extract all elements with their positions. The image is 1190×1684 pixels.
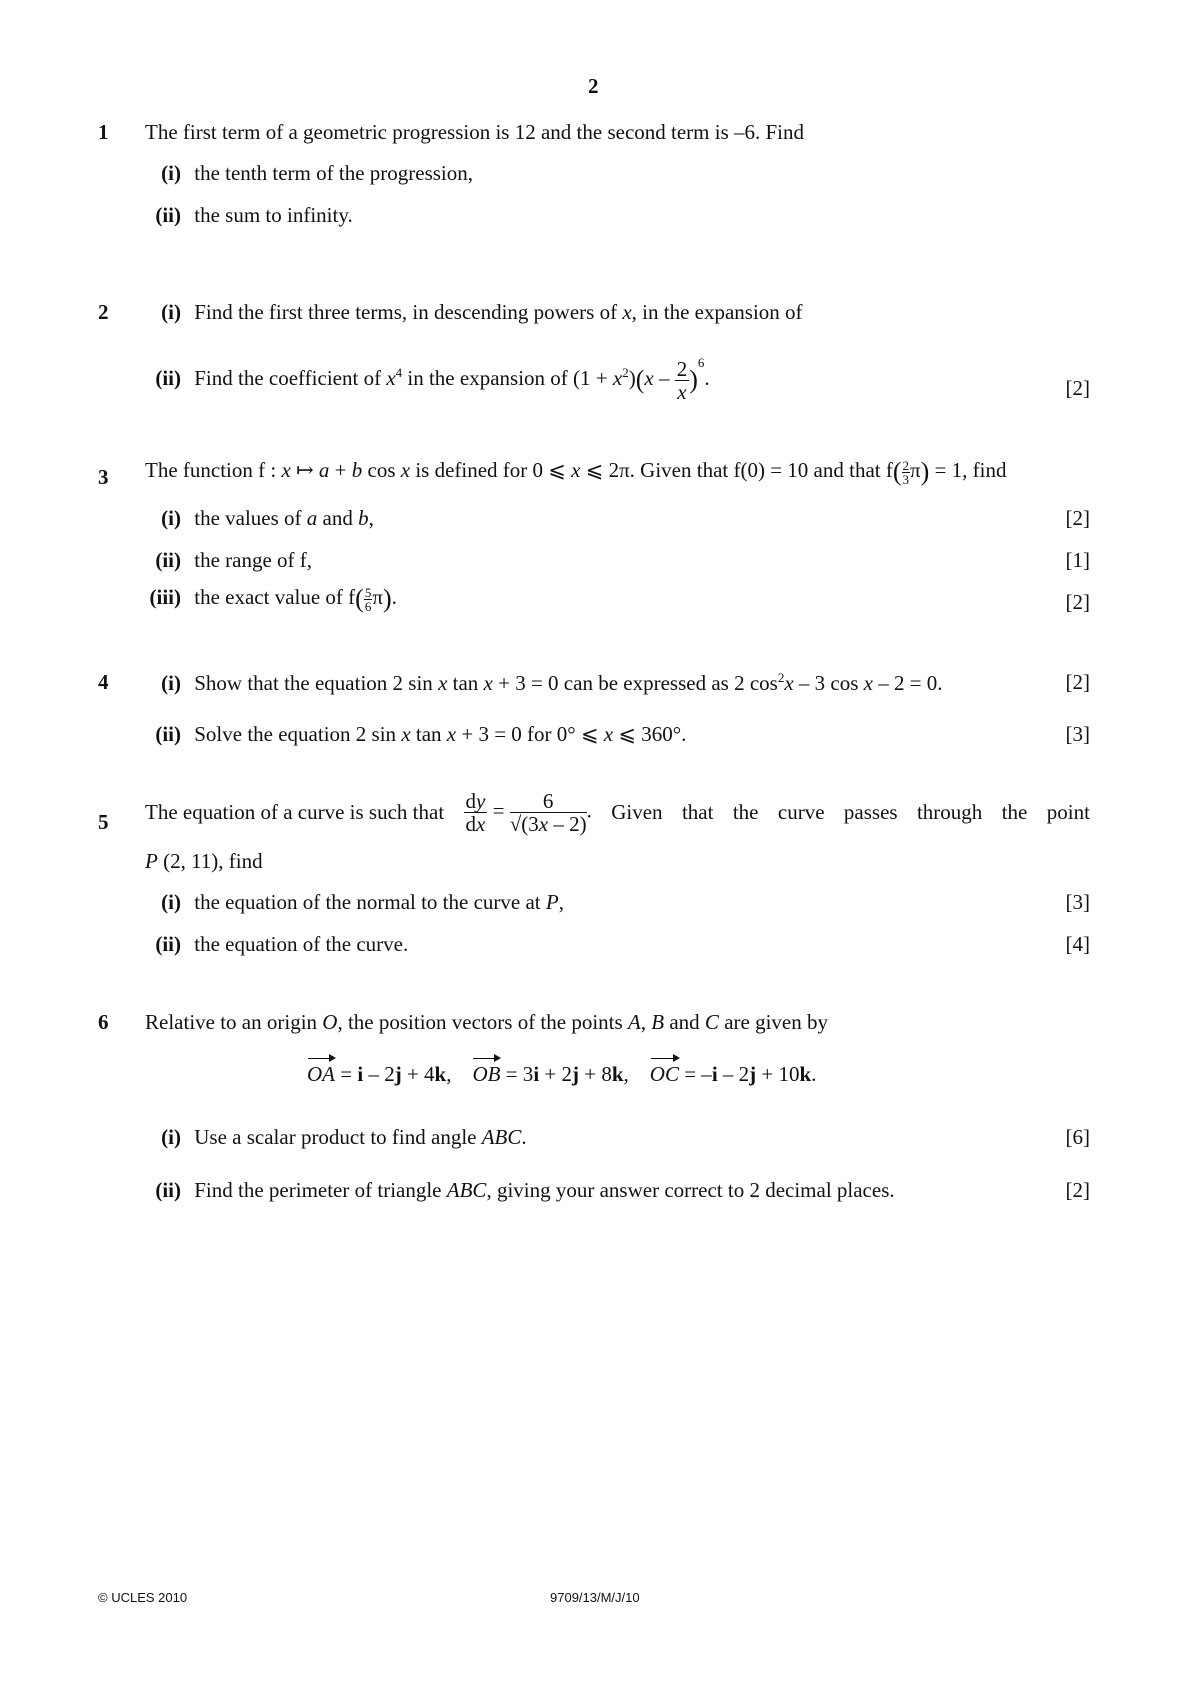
page-number: 2 <box>588 74 599 98</box>
mark: [4] <box>1065 932 1090 956</box>
part-4i <box>145 670 943 696</box>
part-text: the equation of the normal to the curve at P, <box>194 890 564 914</box>
question-number: 1 <box>98 120 109 144</box>
question-stem-cont: P (2, 11), find <box>145 849 263 873</box>
part-label: (i) <box>161 671 181 695</box>
part-label: (iii) <box>149 585 181 609</box>
mark: [2] <box>1065 506 1090 530</box>
part-text: Find the perimeter of triangle ABC, giving your answer correct to 2 decimal places. <box>194 1178 895 1202</box>
part-3i <box>145 506 374 531</box>
part-text: the exact value of f( $\frac{5}{6}$ π). <box>194 584 397 614</box>
mark: [2] <box>1065 1178 1090 1202</box>
footer-copyright: © UCLES 2010 <box>98 1590 188 1605</box>
part-text: the tenth term of the progression, <box>194 161 474 185</box>
part-2i <box>145 300 803 325</box>
part-text: the sum to infinity. <box>194 203 353 227</box>
part-label: (i) <box>161 506 181 530</box>
question-number: 2 <box>98 300 109 324</box>
part-5ii <box>145 932 408 957</box>
question-number: 3 <box>98 465 109 489</box>
position-vectors: OA = i – 2j + 4k, OB = 3i + 2j + 8k, OC = –i – 2j + 10k. <box>307 1062 817 1086</box>
part-3iii <box>145 585 397 613</box>
part-label: (i) <box>161 890 181 914</box>
part-label: (i) <box>161 300 181 324</box>
question-stem: Relative to an origin O, the position vectors of the points A, B and C are given by <box>145 1010 828 1034</box>
part-text: the equation of the curve. <box>194 932 409 956</box>
mark: [6] <box>1065 1125 1090 1149</box>
part-text: Use a scalar product to find angle ABC. <box>194 1125 527 1149</box>
part-label: (ii) <box>155 1178 181 1202</box>
question-number: 5 <box>98 810 109 834</box>
part-6i <box>145 1125 527 1150</box>
mark: [2] <box>1065 590 1090 614</box>
mark: [3] <box>1065 722 1090 746</box>
part-label: (ii) <box>155 548 181 572</box>
question-stem: The function f : x ↦ a + b cos x is defined for 0 ⩽ x ⩽ 2π. Given that f(0) = 10 and that f( $\frac{2}{3}$ π) = 1, find <box>145 457 1007 487</box>
footer-code: 9709/13/M/J/10 <box>550 1590 640 1605</box>
mark: [2] <box>1065 670 1090 694</box>
part-5i <box>145 890 564 915</box>
question-stem: The equation of a curve is such that $\frac{dy}{dx}$ = $\frac{6}{√(3x - 2)}$ . Given that the curve passes through the point <box>145 789 1090 837</box>
part-1ii <box>145 203 353 228</box>
mark: [2] <box>1065 376 1090 400</box>
part-text: Solve the equation 2 sin x tan x + 3 = 0 for 0° ⩽ x ⩽ 360°. <box>194 722 687 746</box>
part-text: Find the coefficient of $x^4$ in the expansion of $(1 + x^2)(x$ – $\frac{2}{x}$ )$^6$. <box>194 355 710 405</box>
part-2ii <box>145 355 710 405</box>
part-text: the values of a and b, <box>194 506 374 530</box>
part-text: Show that the equation 2 sin x tan x + 3 = 0 can be expressed as 2 $\cos^2x - 3$ cos x – 2 = 0. <box>194 670 943 695</box>
part-label: (ii) <box>155 203 181 227</box>
part-label: (ii) <box>155 722 181 746</box>
part-6ii <box>145 1178 895 1203</box>
part-1i <box>145 161 473 186</box>
part-3ii <box>145 548 312 573</box>
part-label: (i) <box>161 161 181 185</box>
part-4ii <box>145 722 686 747</box>
part-label: (i) <box>161 1125 181 1149</box>
question-number: 6 <box>98 1010 109 1034</box>
question-number: 4 <box>98 670 109 694</box>
question-stem: The first term of a geometric progression is 12 and the second term is –6. Find <box>145 120 805 144</box>
part-label: (ii) <box>155 932 181 956</box>
part-label: (ii) <box>155 366 181 391</box>
mark: [1] <box>1065 548 1090 572</box>
part-text: Find the first three terms, in descending powers of x, in the expansion of <box>194 300 803 324</box>
mark: [3] <box>1065 890 1090 914</box>
part-text: the range of f, <box>194 548 313 572</box>
